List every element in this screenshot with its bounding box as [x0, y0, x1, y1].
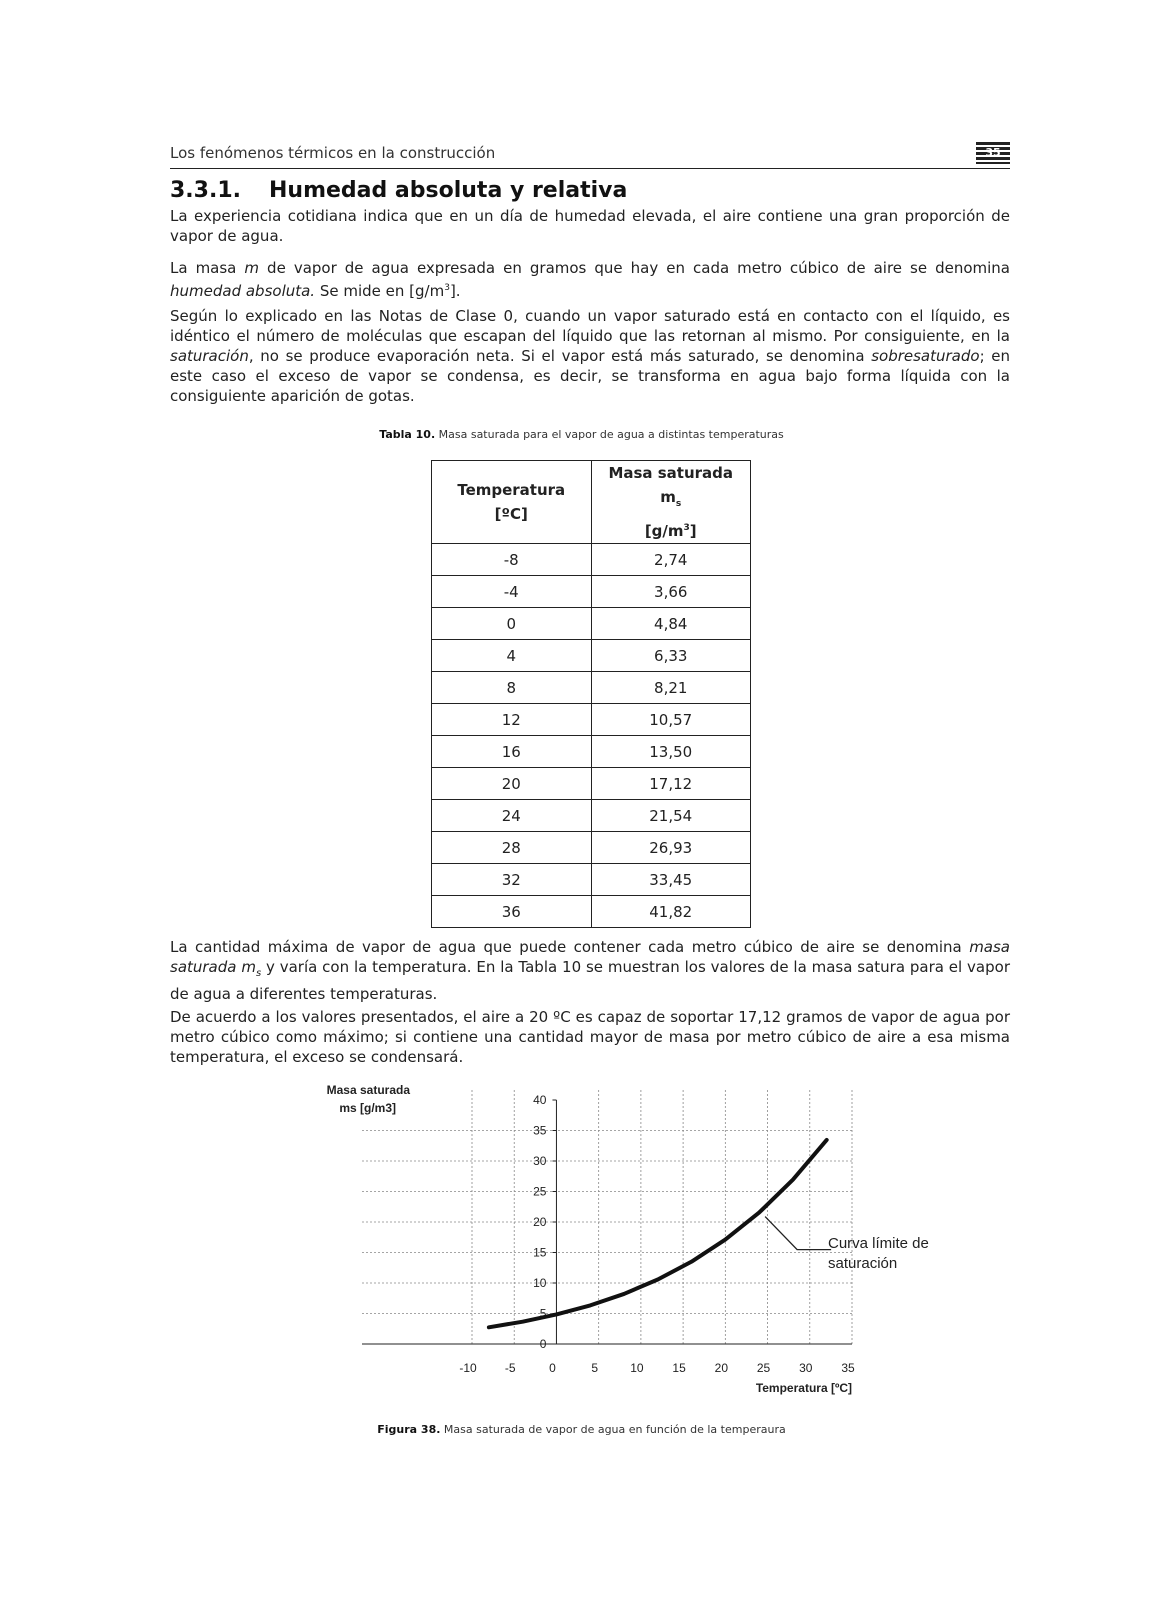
mass-cell: 10,57: [591, 704, 751, 736]
term-masa-saturada: masa saturada $m_s$: [170, 938, 1010, 979]
temperature-cell: 16: [432, 736, 592, 768]
table-row: [432, 864, 751, 896]
temperature-cell: 8: [432, 672, 592, 704]
x-tick-label: 20: [714, 1361, 729, 1375]
term-sobresaturado: sobresaturado: [871, 347, 980, 365]
table-row: [432, 768, 751, 800]
temperature-cell: 0: [432, 608, 592, 640]
header-title: Los fenómenos térmicos en la construcción: [170, 144, 496, 162]
table-caption-text: Masa saturada para el vapor de agua a distintas temperaturas: [438, 428, 784, 441]
term-humedad-absoluta: humedad absoluta.: [170, 282, 316, 300]
x-tick-label: 10: [630, 1361, 644, 1375]
x-tick-label: -10: [459, 1361, 477, 1375]
mass-cell: 2,74: [591, 544, 751, 576]
temperature-cell: 32: [432, 864, 592, 896]
mass-cell: 8,21: [591, 672, 751, 704]
mass-cell: 17,12: [591, 768, 751, 800]
temperature-cell: 36: [432, 896, 592, 928]
y-tick-label: 30: [533, 1154, 547, 1168]
table-row: [432, 640, 751, 672]
paragraph-5: De acuerdo a los valores presentados, el aire a 20 ºC es capaz de soportar 17,12 gramos de vapor de agua por metro cúbico como máximo; si contiene una cantidad mayor de masa por metro cúbico de aire a esa misma temperatura, el exceso se condensará.: [170, 1008, 1010, 1066]
temperature-cell: 24: [432, 800, 592, 832]
x-tick-label: 25: [756, 1361, 771, 1375]
table-row: [432, 544, 751, 576]
col-mass-header: Masa saturada $m_s$ $[g/m^3]$: [591, 461, 751, 544]
paragraph-4: La cantidad máxima de vapor de agua que puede contener cada metro cúbico de aire se denomina masa saturada $m_s$ y varía con la temperatura. En la Tabla 10 se muestran los valores de la masa satura para el vapor de agua a diferentes temperaturas.: [170, 938, 1010, 1003]
x-axis-title: Temperatura [ºC]: [755, 1381, 852, 1395]
y-tick-label: 10: [533, 1276, 547, 1290]
paragraph-2: La masa m de vapor de agua expresada en gramos que hay en cada metro cúbico de aire se denomina humedad absoluta. Se mide en $[g/m^3]$.: [170, 259, 1010, 300]
mass-cell: 21,54: [591, 800, 751, 832]
table-row: [432, 896, 751, 928]
saturation-chart: [300, 1082, 929, 1402]
term-saturacion: saturación: [170, 347, 249, 365]
x-tick-label: 35: [841, 1361, 855, 1375]
temperature-cell: -8: [432, 544, 592, 576]
temperature-cell: 20: [432, 768, 592, 800]
table-caption-label: Tabla 10.: [379, 428, 436, 441]
y-tick-label: 0: [539, 1337, 547, 1351]
paragraph-3: Según lo explicado en las Notas de Clase 0, cuando un vapor saturado está en contacto con el líquido, es idéntico el número de moléculas que escapan del líquido que las retornan al mismo. Por consiguiente, en la saturación, no se produce evaporación neta. Si el vapor está más saturado, se denomina sobresaturado; en este caso el exceso de vapor se condensa, es decir, se transforma en agua bajo forma líquida con la consiguiente aparición de gotas.: [170, 307, 1010, 405]
temperature-cell: 12: [432, 704, 592, 736]
y-tick-label: 20: [533, 1215, 547, 1229]
figure-caption: [0, 1423, 1163, 1436]
annotation-label-line1: Curva límite de: [828, 1235, 929, 1252]
x-tick-label: 5: [591, 1361, 599, 1375]
page-header: [170, 142, 1010, 169]
annotation-label-line2: saturación: [828, 1255, 898, 1272]
mass-cell: 3,66: [591, 576, 751, 608]
temperature-cell: 4: [432, 640, 592, 672]
table-row: [432, 736, 751, 768]
x-tick-label: 30: [799, 1361, 813, 1375]
page-number: 35: [976, 142, 1010, 164]
mass-cell: 4,84: [591, 608, 751, 640]
mass-cell: 26,93: [591, 832, 751, 864]
temperature-cell: -4: [432, 576, 592, 608]
figure-caption-label: Figura 38.: [377, 1423, 441, 1436]
temperature-cell: 28: [432, 832, 592, 864]
x-tick-label: -5: [504, 1361, 516, 1375]
mass-cell: 41,82: [591, 896, 751, 928]
annotation-leader-line: [765, 1217, 831, 1250]
mass-cell: 6,33: [591, 640, 751, 672]
table-caption: [0, 428, 1163, 441]
mass-cell: 13,50: [591, 736, 751, 768]
section-title: Humedad absoluta y relativa: [269, 178, 628, 203]
section-number: 3.3.1.: [170, 178, 241, 203]
section-heading: [170, 178, 627, 203]
table-header-row: [432, 461, 751, 544]
y-tick-label: 40: [533, 1093, 547, 1107]
table-row: [432, 832, 751, 864]
y-tick-label: 5: [539, 1306, 547, 1321]
y-axis-title: Masa saturada: [326, 1083, 410, 1097]
table-row: [432, 576, 751, 608]
y-tick-label: 15: [533, 1245, 547, 1260]
table-row: [432, 608, 751, 640]
y-axis-unit: ms [g/m3]: [339, 1101, 396, 1115]
saturation-curve: [489, 1140, 827, 1327]
table-row: [432, 704, 751, 736]
figure-caption-text: Masa saturada de vapor de agua en función de la temperaura: [443, 1423, 786, 1436]
variable-m: m: [244, 259, 260, 277]
paragraph-1: La experiencia cotidiana indica que en un día de humedad elevada, el aire contiene una gran proporción de vapor de agua.: [170, 207, 1010, 245]
mass-cell: 33,45: [591, 864, 751, 896]
table-row: [432, 672, 751, 704]
table-row: [432, 800, 751, 832]
table-body: [432, 544, 751, 928]
x-tick-label: 0: [549, 1361, 556, 1375]
y-tick-label: 35: [533, 1123, 547, 1138]
y-tick-label: 25: [533, 1184, 547, 1199]
col-temperature-header: Temperatura [ºC]: [432, 461, 592, 544]
saturation-table: [431, 460, 751, 928]
x-tick-label: 15: [672, 1361, 686, 1375]
